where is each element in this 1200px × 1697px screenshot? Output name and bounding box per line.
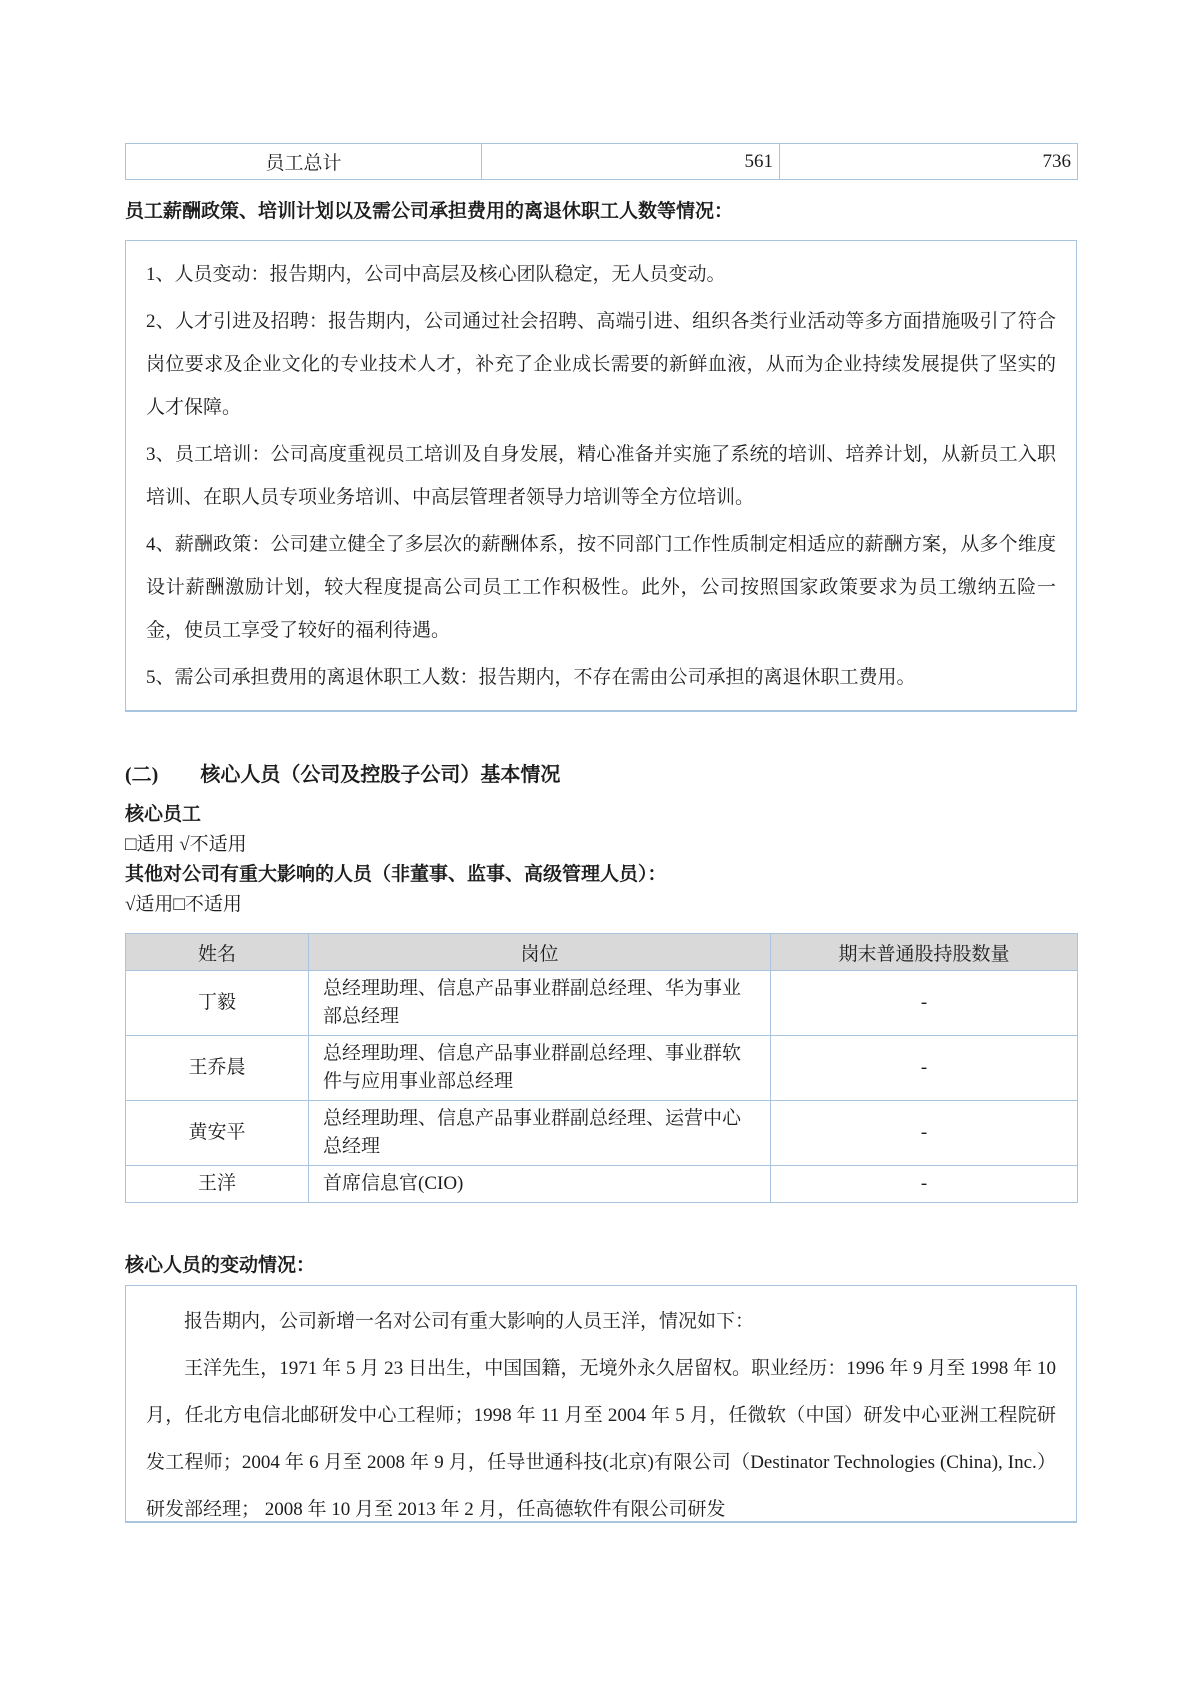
person-position: 首席信息官(CIO) <box>309 1166 771 1203</box>
table-row <box>126 1101 1078 1166</box>
person-name: 王乔晨 <box>126 1036 309 1101</box>
salary-policy-box <box>125 240 1077 712</box>
salary-policy-heading: 员工薪酬政策、培训计划以及需公司承担费用的离退休职工人数等情况： <box>125 201 734 222</box>
col-header-name: 姓名 <box>126 934 309 971</box>
employee-total-table <box>125 143 1078 180</box>
changes-paragraph-1: 报告期内，公司新增一名对公司有重大影响的人员王洋，情况如下： <box>184 1311 755 1332</box>
salary-paragraph-1: 1、人员变动：报告期内，公司中高层及核心团队稳定，无人员变动。 <box>146 264 726 285</box>
core-staff-block <box>125 800 667 920</box>
core-staff-label: 核心员工 <box>125 804 202 825</box>
key-people-table <box>125 933 1078 1203</box>
col-header-shares: 期末普通股持股数量 <box>771 934 1078 971</box>
key-people-header-row <box>126 934 1078 971</box>
person-shares: - <box>771 1036 1078 1101</box>
person-shares: - <box>771 1166 1078 1203</box>
person-name: 王洋 <box>126 1166 309 1203</box>
salary-paragraph-3: 3、员工培训：公司高度重视员工培训及自身发展，精心准备并实施了系统的培训、培养计划，从新员工入职培训、在职人员专项业务培训、中高层管理者领导力培训等全方位培训。 <box>146 444 1056 508</box>
employee-total-label: 员工总计 <box>126 144 482 180</box>
salary-paragraph-2: 2、人才引进及招聘：报告期内，公司通过社会招聘、高端引进、组织各类行业活动等多方面措施吸引了符合岗位要求及企业文化的专业技术人才，补充了企业成长需要的新鲜血液，从而为企业持续发展提供了坚实的人才保障。 <box>146 311 1056 418</box>
employee-total-row <box>126 144 1078 180</box>
person-position: 总经理助理、信息产品事业群副总经理、华为事业部总经理 <box>309 971 771 1036</box>
core-personnel-section-heading <box>125 760 560 790</box>
person-position: 总经理助理、信息产品事业群副总经理、运营中心总经理 <box>309 1101 771 1166</box>
col-header-position: 岗位 <box>309 934 771 971</box>
changes-paragraph-2: 王洋先生，1971 年 5 月 23 日出生，中国国籍，无境外永久居留权。职业经历：1996 年 9 月至 1998 年 10 月，任北方电信北邮研发中心工程师；1998 年 11 月至 2004 年 5 月，任微软（中国）研发中心亚洲工程院研发工程师；2004 年 6 月至 2008 年 9 月，任导世通科技(北京)有限公司（Destinator Technologies (China), Inc.）研发部经理； 2008 年 10 月至 2013 年 2 月，任高德软件有限公司研发 <box>146 1358 1056 1520</box>
table-row <box>126 1166 1078 1203</box>
core-personnel-changes-box <box>125 1285 1077 1523</box>
table-row <box>126 971 1078 1036</box>
core-staff-applicability: □适用 √不适用 <box>125 834 247 855</box>
other-people-heading: 其他对公司有重大影响的人员（非董事、监事、高级管理人员）： <box>125 864 667 885</box>
section-title: 核心人员（公司及控股子公司）基本情况 <box>200 764 561 786</box>
core-personnel-changes-heading: 核心人员的变动情况： <box>125 1255 316 1276</box>
employee-total-prior-value: 736 <box>780 144 1078 180</box>
salary-paragraph-5: 5、需公司承担费用的离退休职工人数：报告期内，不存在需由公司承担的离退休职工费用。 <box>146 667 916 688</box>
table-row <box>126 1036 1078 1101</box>
person-name: 黄安平 <box>126 1101 309 1166</box>
person-shares: - <box>771 971 1078 1036</box>
other-people-applicability: √适用□不适用 <box>125 894 242 915</box>
person-name: 丁毅 <box>126 971 309 1036</box>
section-number: (二) <box>125 764 159 786</box>
salary-paragraph-4: 4、薪酬政策：公司建立健全了多层次的薪酬体系，按不同部门工作性质制定相适应的薪酬方案，从多个维度设计薪酬激励计划，较大程度提高公司员工工作积极性。此外，公司按照国家政策要求为员工缴纳五险一金，使员工享受了较好的福利待遇。 <box>146 534 1056 641</box>
employee-total-current-value: 561 <box>482 144 780 180</box>
person-shares: - <box>771 1101 1078 1166</box>
person-position: 总经理助理、信息产品事业群副总经理、事业群软件与应用事业部总经理 <box>309 1036 771 1101</box>
